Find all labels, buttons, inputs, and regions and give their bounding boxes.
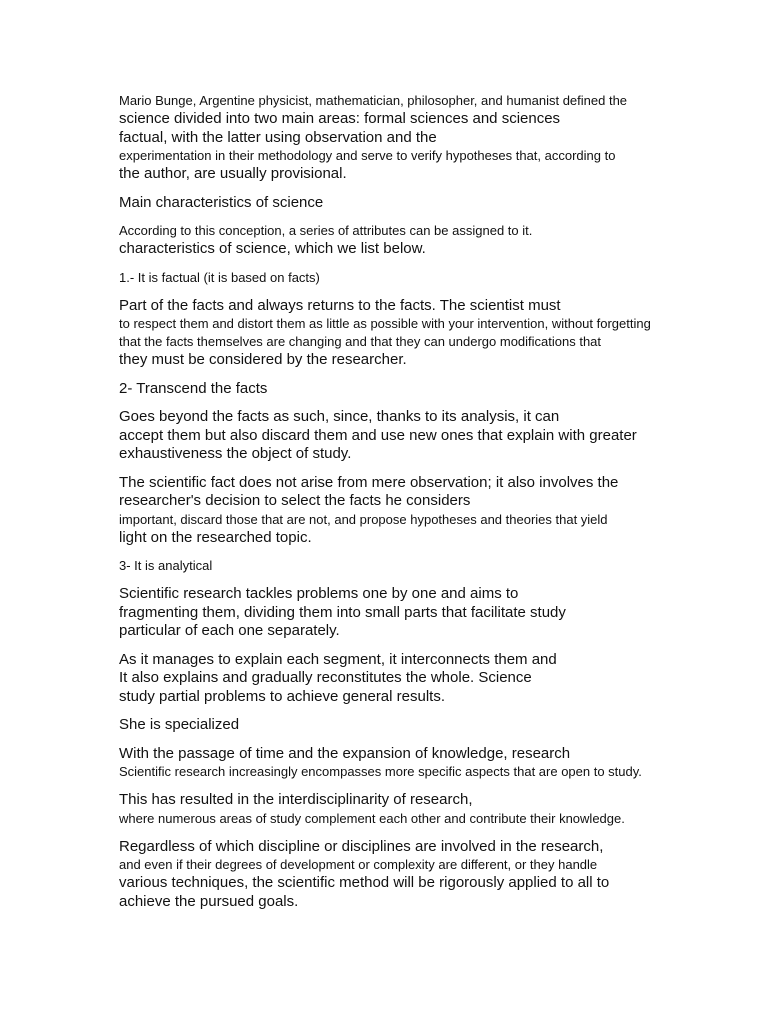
paragraph (119, 585, 679, 641)
text-line: Mario Bunge, Argentine physicist, mathematician, philosopher, and humanist defined the (119, 93, 628, 108)
text-line: they must be considered by the researcher. (119, 351, 407, 368)
text-line: accept them but also discard them and use new ones that explain with greater (119, 426, 637, 444)
text-line: factual, with the latter using observation and the (119, 128, 437, 146)
text-line: researcher's decision to select the facts he considers (119, 492, 471, 509)
text-line: that the facts themselves are changing and that they can undergo modifications that (119, 334, 602, 349)
text-line: This has resulted in the interdisciplinarity of research, (119, 791, 473, 808)
text-line: light on the researched topic. (119, 528, 312, 546)
text-line: According to this conception, a series of attributes can be assigned to it. (119, 223, 533, 238)
text-line: As it manages to explain each segment, it interconnects them and (119, 650, 557, 668)
paragraph (119, 194, 679, 213)
text-line: The scientific fact does not arise from mere observation; it also involves the (119, 473, 619, 491)
paragraph (119, 838, 679, 912)
text-line: 2- Transcend the facts (119, 379, 268, 397)
text-line: important, discard those that are not, and propose hypotheses and theories that yield (119, 511, 608, 527)
text-line: to respect them and distort them as little as possible with your intervention, without forgetting (119, 316, 651, 331)
paragraph (119, 269, 679, 287)
paragraph (119, 380, 679, 399)
text-line: 3- It is analytical (119, 558, 213, 573)
text-line: where numerous areas of study complement each other and contribute their knowledge. (119, 810, 625, 826)
paragraph (119, 557, 679, 575)
text-line: fragmenting them, dividing them into small parts that facilitate study (119, 603, 566, 621)
text-line: With the passage of time and the expansion of knowledge, research (119, 744, 571, 762)
text-line: characteristics of science, which we list below. (119, 240, 426, 257)
paragraph (119, 791, 679, 828)
paragraph (119, 92, 679, 184)
text-line: exhaustiveness the object of study. (119, 445, 352, 462)
text-line: experimentation in their methodology and serve to verify hypotheses that, according to (119, 148, 616, 163)
paragraph (119, 745, 679, 782)
text-line: particular of each one separately. (119, 622, 340, 639)
paragraph (119, 474, 679, 548)
document-page (119, 92, 679, 921)
text-line: Part of the facts and always returns to the facts. The scientist must (119, 296, 561, 314)
text-line: various techniques, the scientific method will be rigorously applied to all to (119, 874, 610, 891)
text-line: 1.- It is factual (it is based on facts) (119, 269, 320, 285)
text-line: She is specialized (119, 716, 240, 733)
text-line: science divided into two main areas: formal sciences and sciences (119, 110, 561, 127)
paragraph (119, 408, 679, 464)
text-line: and even if their degrees of development or complexity are different, or they handle (119, 857, 598, 872)
text-line: study partial problems to achieve general results. (119, 687, 446, 705)
paragraph (119, 716, 679, 735)
text-line: Scientific research tackles problems one by one and aims to (119, 585, 519, 602)
paragraph (119, 297, 679, 370)
text-line: Scientific research increasingly encompasses more specific aspects that are open to study. (119, 764, 642, 779)
text-line: Regardless of which discipline or disciplines are involved in the research, (119, 837, 604, 855)
text-line: the author, are usually provisional. (119, 165, 347, 182)
text-line: Main characteristics of science (119, 193, 324, 211)
paragraph (119, 651, 679, 707)
text-line: Goes beyond the facts as such, since, thanks to its analysis, it can (119, 408, 560, 425)
text-line: achieve the pursued goals. (119, 892, 299, 910)
text-line: It also explains and gradually reconstitutes the whole. Science (119, 669, 532, 686)
paragraph (119, 222, 679, 259)
